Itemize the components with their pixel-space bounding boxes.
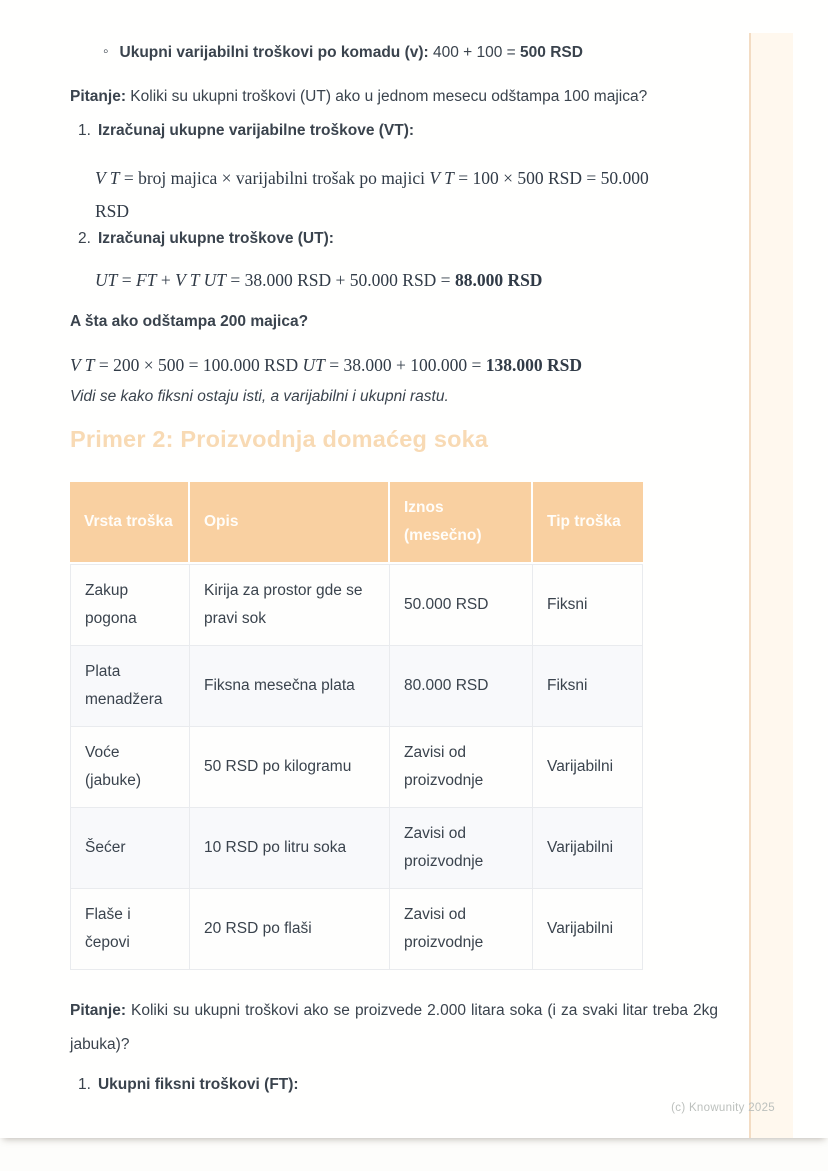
step-label: Izračunaj ukupne troškove (UT): [97, 230, 334, 247]
circle-bullet-icon: ◦ [103, 43, 109, 60]
table-cell: Šećer [70, 808, 190, 889]
table-cell: 10 RSD po litru soka [190, 808, 390, 889]
step-label: Ukupni fiksni troškovi (FT): [97, 1076, 299, 1093]
question-paragraph-2 [70, 994, 718, 1062]
table-cell: Varijabilni [533, 889, 643, 970]
table-row [70, 646, 643, 727]
formula-variable: FT [136, 270, 157, 290]
note-italic: Vidi se kako fiksni ostaju isti, a varijabilni i ukupni rastu. [70, 388, 449, 405]
copyright-watermark: (c) Knowunity 2025 [671, 1102, 775, 1114]
bullet-result: 500 RSD [520, 44, 583, 61]
formula-text: = broj majica × varijabilni trošak po majici [119, 168, 430, 188]
step-number: 1. [78, 122, 91, 139]
question-paragraph-1 [70, 80, 718, 114]
table-cell: Fiksni [533, 646, 643, 727]
page-edge-strip [749, 33, 793, 1138]
table-cell: Zavisi od proizvodnje [390, 727, 533, 808]
formula-variable: UT [95, 270, 118, 290]
formula-200 [70, 349, 642, 382]
table-row [70, 808, 643, 889]
bullet-label: Ukupni varijabilni troškovi po komadu (v): [119, 44, 429, 61]
step-number: 1. [78, 1076, 91, 1093]
section-heading: Primer 2: Proizvodnja domaćeg soka [70, 426, 489, 452]
table-cell: Varijabilni [533, 727, 643, 808]
table-header-cell: Opis [190, 482, 390, 564]
question-label: Pitanje: [70, 1002, 126, 1019]
cost-table [70, 482, 643, 970]
formula-text: = 38.000 + 100.000 = [324, 355, 486, 375]
table-cell: Zavisi od proizvodnje [390, 808, 533, 889]
table-cell: 20 RSD po flaši [190, 889, 390, 970]
formula-text: + [156, 270, 176, 290]
table-cell: 80.000 RSD [390, 646, 533, 727]
formula-ut [95, 264, 667, 297]
question-text: Koliki su ukupni troškovi ako se proizvede 2.000 litara soka (i za svaki litar treba 2kg jabuka)? [70, 1002, 718, 1053]
document-content [70, 40, 718, 1096]
table-row [70, 564, 643, 646]
section-subheading: A šta ako odštampa 200 majica? [70, 313, 309, 330]
step-item-ut [78, 228, 718, 250]
table-cell: Voće (jabuke) [70, 727, 190, 808]
table-cell: Fiksni [533, 564, 643, 646]
formula-variable: UT [302, 355, 325, 375]
table-cell: Flaše i čepovi [70, 889, 190, 970]
table-header-row [70, 482, 643, 564]
table-row [70, 727, 643, 808]
table-cell: Varijabilni [533, 808, 643, 889]
table-cell: Fiksna mesečna plata [190, 646, 390, 727]
table-header-cell: Vrsta troška [70, 482, 190, 564]
bullet-text [120, 42, 583, 64]
table-header-cell: Iznos (mesečno) [390, 482, 533, 564]
table-header-cell: Tip troška [533, 482, 643, 564]
formula-text: = [117, 270, 136, 290]
table-cell: 50 RSD po kilogramu [190, 727, 390, 808]
table-cell: Zakup pogona [70, 564, 190, 646]
question-label: Pitanje: [70, 88, 126, 105]
step-label: Izračunaj ukupne varijabilne troškove (VT): [97, 122, 415, 139]
formula-variable: V T [429, 168, 454, 188]
table-cell: 50.000 RSD [390, 564, 533, 646]
formula-text: = 38.000 RSD + 50.000 RSD = [225, 270, 455, 290]
step-number: 2. [78, 230, 91, 247]
formula-text: = 100 × 500 RSD = 50.000 RSD [95, 168, 649, 221]
table-cell: Kirija za prostor gde se pravi sok [190, 564, 390, 646]
table-cell: Zavisi od proizvodnje [390, 889, 533, 970]
formula-variable: V T [70, 355, 95, 375]
question-text: Koliki su ukupni troškovi (UT) ako u jednom mesecu odštampa 100 majica? [125, 88, 648, 105]
formula-result: 138.000 RSD [485, 355, 583, 375]
formula-variable: V T [95, 168, 120, 188]
formula-text: = 200 × 500 = 100.000 RSD [94, 355, 303, 375]
table-row [70, 889, 643, 970]
bullet-mid: 400 + 100 = [428, 44, 521, 61]
step-item-vt [78, 120, 718, 142]
formula-result: 88.000 RSD [454, 270, 543, 290]
table-cell: Plata menadžera [70, 646, 190, 727]
formula-variable: UT [199, 270, 226, 290]
formula-vt [95, 162, 667, 228]
step-item-ft [78, 1074, 718, 1096]
formula-variable: V T [175, 270, 200, 290]
bullet-item [103, 42, 718, 64]
